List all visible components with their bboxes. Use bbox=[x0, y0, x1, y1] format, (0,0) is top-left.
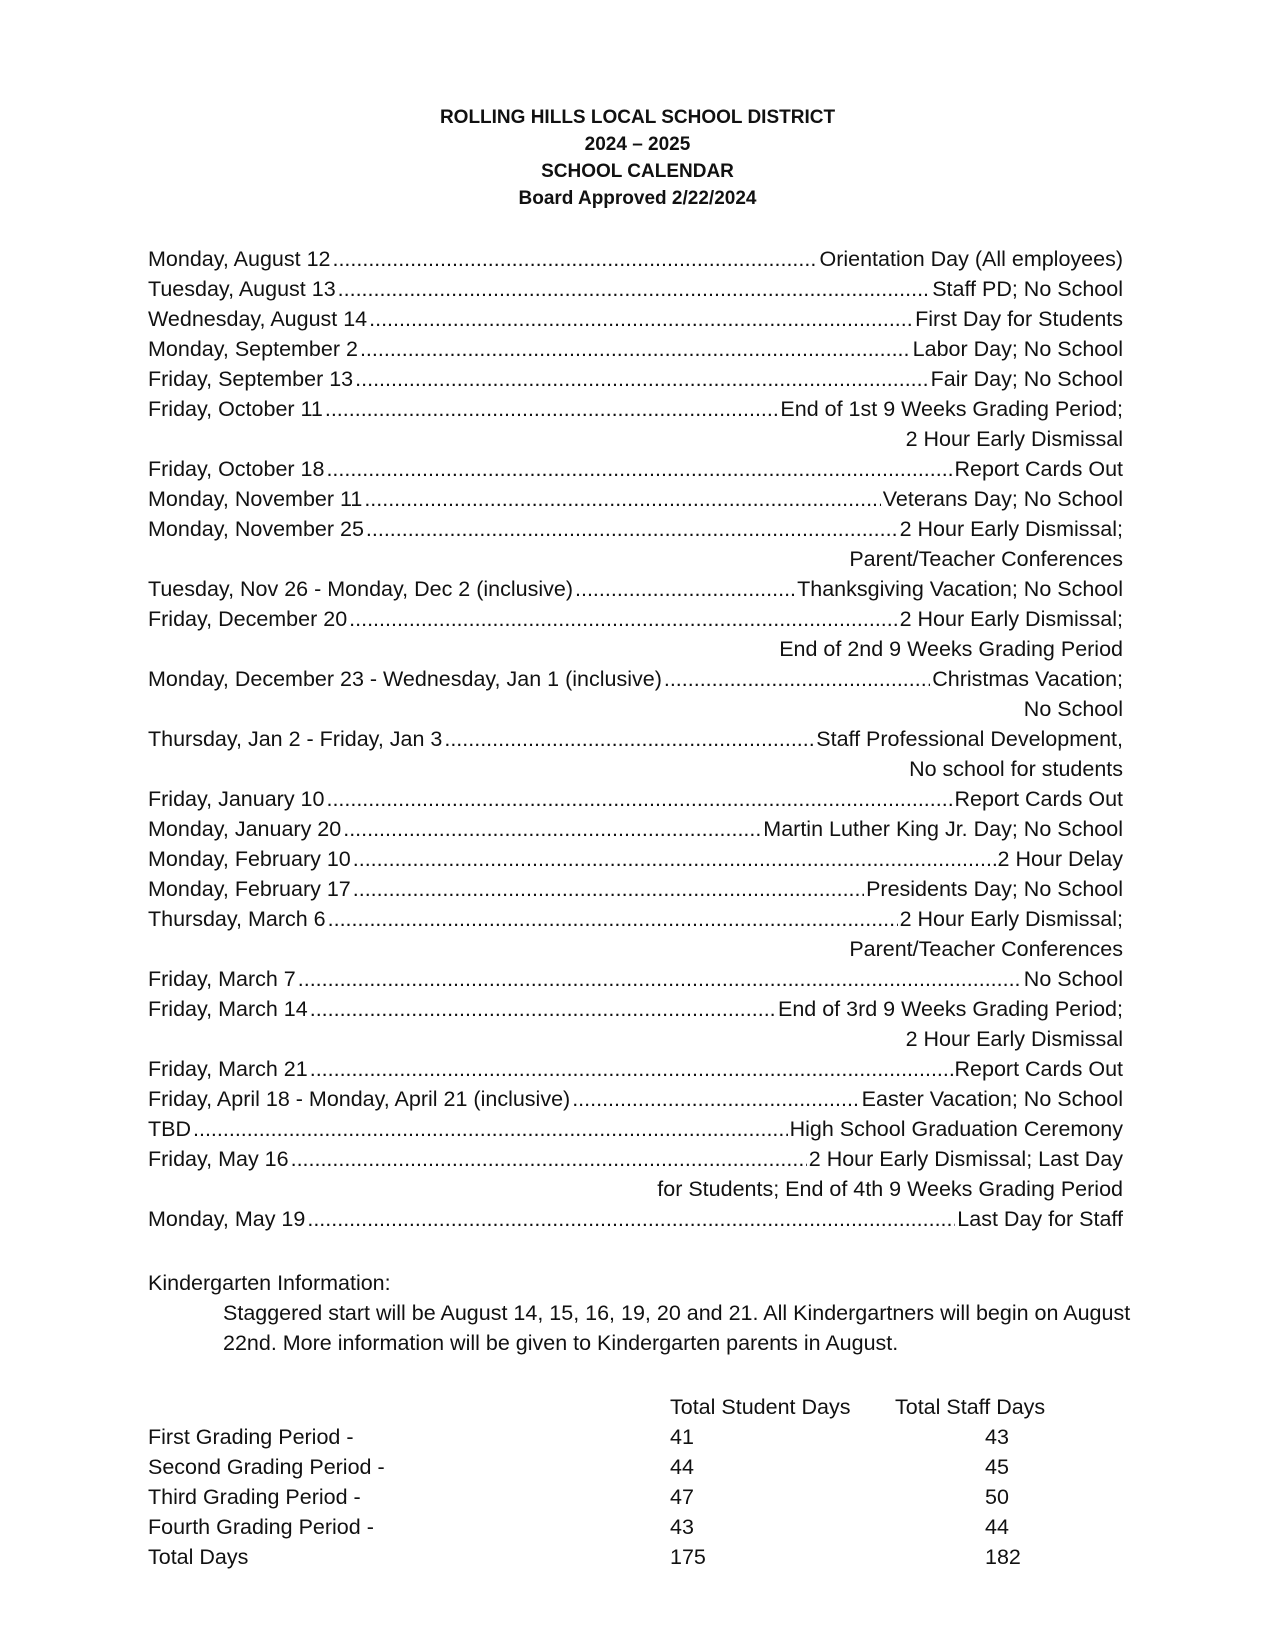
student-days-value: 175 bbox=[670, 1545, 706, 1569]
kindergarten-body: Staggered start will be August 14, 15, 16, 19, 20 and 21. All Kindergartners will begin on August 22nd. More information will be given to Kindergarten parents in August. bbox=[223, 1301, 1131, 1355]
event-line bbox=[148, 1084, 1123, 1114]
dot-leader bbox=[326, 454, 952, 484]
grading-period-label: Second Grading Period - bbox=[148, 1455, 385, 1479]
event-description: Presidents Day; No School bbox=[866, 877, 1123, 901]
event-item bbox=[148, 454, 1123, 484]
event-item bbox=[148, 334, 1123, 364]
event-description: 2 Hour Early Dismissal; bbox=[899, 907, 1123, 931]
event-item bbox=[148, 1204, 1123, 1234]
event-description: End of 3rd 9 Weeks Grading Period; bbox=[778, 997, 1123, 1021]
staff-days-value: 50 bbox=[985, 1485, 1009, 1509]
event-line bbox=[148, 334, 1123, 364]
event-item bbox=[148, 574, 1123, 604]
event-date: Friday, March 21 bbox=[148, 1057, 308, 1081]
event-line bbox=[148, 604, 1123, 634]
document-header bbox=[0, 104, 1275, 212]
event-item bbox=[148, 484, 1123, 514]
student-days-value: 43 bbox=[670, 1515, 694, 1539]
kindergarten-section bbox=[148, 1268, 1133, 1358]
staff-days-value: 44 bbox=[985, 1515, 1009, 1539]
event-item bbox=[148, 1054, 1123, 1084]
event-description: No School bbox=[1023, 967, 1123, 991]
event-date: Tuesday, Nov 26 - Monday, Dec 2 (inclusive) bbox=[148, 577, 573, 601]
event-line bbox=[148, 664, 1123, 694]
event-line bbox=[148, 244, 1123, 274]
event-description-continued: Parent/Teacher Conferences bbox=[849, 547, 1123, 571]
event-line bbox=[148, 454, 1123, 484]
event-description: Easter Vacation; No School bbox=[861, 1087, 1123, 1111]
event-description: Report Cards Out bbox=[954, 457, 1123, 481]
grading-period-label: Fourth Grading Period - bbox=[148, 1515, 374, 1539]
dot-leader bbox=[326, 784, 952, 814]
event-description: Orientation Day (All employees) bbox=[819, 247, 1123, 271]
grading-period-label: Third Grading Period - bbox=[148, 1485, 361, 1509]
totals-header-label bbox=[148, 1392, 670, 1422]
event-description: 2 Hour Early Dismissal; Last Day bbox=[808, 1147, 1123, 1171]
totals-row bbox=[148, 1542, 1108, 1572]
staff-days-value: 45 bbox=[985, 1455, 1009, 1479]
calendar-title: SCHOOL CALENDAR bbox=[541, 161, 734, 182]
totals-header-student: Total Student Days bbox=[670, 1395, 851, 1419]
event-item bbox=[148, 814, 1123, 844]
dot-leader bbox=[298, 964, 1022, 994]
event-description: Veterans Day; No School bbox=[882, 487, 1123, 511]
dot-leader bbox=[353, 844, 996, 874]
event-line bbox=[148, 364, 1123, 394]
event-list bbox=[148, 244, 1123, 1234]
totals-header-row bbox=[148, 1392, 1108, 1422]
event-line bbox=[148, 994, 1123, 1024]
event-date: Friday, October 11 bbox=[148, 397, 323, 421]
event-description: Fair Day; No School bbox=[930, 367, 1123, 391]
event-line bbox=[148, 574, 1123, 604]
dot-leader bbox=[349, 604, 897, 634]
event-item bbox=[148, 364, 1123, 394]
event-item bbox=[148, 1144, 1123, 1204]
event-date: Friday, March 7 bbox=[148, 967, 296, 991]
event-line bbox=[148, 724, 1123, 754]
event-description: 2 Hour Early Dismissal; bbox=[899, 607, 1123, 631]
event-date: TBD bbox=[148, 1117, 191, 1141]
dot-leader bbox=[364, 484, 880, 514]
totals-row bbox=[148, 1482, 1108, 1512]
event-item bbox=[148, 604, 1123, 664]
event-line bbox=[148, 394, 1123, 424]
staff-days-value: 182 bbox=[985, 1545, 1021, 1569]
event-item bbox=[148, 394, 1123, 454]
student-days-value: 47 bbox=[670, 1485, 694, 1509]
event-date: Thursday, Jan 2 - Friday, Jan 3 bbox=[148, 727, 443, 751]
event-line bbox=[148, 844, 1123, 874]
dot-leader bbox=[310, 994, 776, 1024]
event-date: Friday, January 10 bbox=[148, 787, 325, 811]
event-description: 2 Hour Delay bbox=[997, 847, 1123, 871]
event-line bbox=[148, 1114, 1123, 1144]
grading-period-label: Total Days bbox=[148, 1545, 249, 1569]
event-item bbox=[148, 1084, 1123, 1114]
event-date: Monday, February 17 bbox=[148, 877, 351, 901]
event-description: Report Cards Out bbox=[954, 1057, 1123, 1081]
dot-leader bbox=[332, 244, 817, 274]
event-line bbox=[148, 484, 1123, 514]
dot-leader bbox=[444, 724, 814, 754]
event-date: Friday, September 13 bbox=[148, 367, 354, 391]
student-days-value: 41 bbox=[670, 1425, 694, 1449]
totals-table bbox=[148, 1392, 1108, 1572]
approval-date: Board Approved 2/22/2024 bbox=[518, 188, 757, 209]
dot-leader bbox=[353, 874, 864, 904]
event-description: Christmas Vacation; bbox=[932, 667, 1123, 691]
event-item bbox=[148, 304, 1123, 334]
event-item bbox=[148, 724, 1123, 784]
event-description: Report Cards Out bbox=[954, 787, 1123, 811]
dot-leader bbox=[369, 304, 913, 334]
event-item bbox=[148, 244, 1123, 274]
school-year: 2024 – 2025 bbox=[584, 134, 691, 155]
event-item bbox=[148, 874, 1123, 904]
district-name: ROLLING HILLS LOCAL SCHOOL DISTRICT bbox=[439, 107, 836, 128]
event-description-continued: for Students; End of 4th 9 Weeks Grading Period bbox=[657, 1177, 1123, 1201]
event-item bbox=[148, 904, 1123, 964]
grading-period-label: First Grading Period - bbox=[148, 1425, 354, 1449]
event-description: Labor Day; No School bbox=[912, 337, 1123, 361]
event-line bbox=[148, 874, 1123, 904]
kindergarten-title: Kindergarten Information: bbox=[148, 1271, 391, 1295]
event-date: Friday, December 20 bbox=[148, 607, 348, 631]
dot-leader bbox=[328, 904, 898, 934]
event-line bbox=[148, 1204, 1123, 1234]
event-description-continued: 2 Hour Early Dismissal bbox=[905, 1027, 1123, 1051]
totals-row bbox=[148, 1422, 1108, 1452]
event-date: Monday, August 12 bbox=[148, 247, 331, 271]
event-item bbox=[148, 664, 1123, 724]
event-date: Monday, May 19 bbox=[148, 1207, 306, 1231]
dot-leader bbox=[355, 364, 928, 394]
event-description-continued: No school for students bbox=[909, 757, 1123, 781]
event-item bbox=[148, 514, 1123, 574]
event-date: Thursday, March 6 bbox=[148, 907, 326, 931]
dot-leader bbox=[575, 574, 795, 604]
event-line bbox=[148, 964, 1123, 994]
staff-days-value: 43 bbox=[985, 1425, 1009, 1449]
totals-header-staff: Total Staff Days bbox=[895, 1395, 1046, 1419]
event-date: Friday, April 18 - Monday, April 21 (inclusive) bbox=[148, 1087, 571, 1111]
event-date: Monday, September 2 bbox=[148, 337, 358, 361]
event-description: Staff Professional Development, bbox=[816, 727, 1123, 751]
event-line bbox=[148, 1144, 1123, 1174]
event-description-continued: 2 Hour Early Dismissal bbox=[905, 427, 1123, 451]
event-description: High School Graduation Ceremony bbox=[789, 1117, 1123, 1141]
event-item bbox=[148, 994, 1123, 1054]
dot-leader bbox=[338, 274, 931, 304]
event-date: Friday, March 14 bbox=[148, 997, 308, 1021]
event-line bbox=[148, 514, 1123, 544]
dot-leader bbox=[366, 514, 898, 544]
event-line bbox=[148, 1054, 1123, 1084]
event-line bbox=[148, 784, 1123, 814]
event-item bbox=[148, 274, 1123, 304]
event-line bbox=[148, 274, 1123, 304]
event-date: Monday, November 11 bbox=[148, 487, 363, 511]
event-description: 2 Hour Early Dismissal; bbox=[899, 517, 1123, 541]
event-description-continued: End of 2nd 9 Weeks Grading Period bbox=[779, 637, 1123, 661]
event-date: Monday, December 23 - Wednesday, Jan 1 (inclusive) bbox=[148, 667, 662, 691]
totals-row bbox=[148, 1452, 1108, 1482]
event-item bbox=[148, 964, 1123, 994]
event-date: Wednesday, August 14 bbox=[148, 307, 368, 331]
event-item bbox=[148, 784, 1123, 814]
dot-leader bbox=[343, 814, 761, 844]
event-line bbox=[148, 304, 1123, 334]
event-line bbox=[148, 904, 1123, 934]
dot-leader bbox=[193, 1114, 788, 1144]
dot-leader bbox=[310, 1054, 953, 1084]
event-date: Friday, May 16 bbox=[148, 1147, 289, 1171]
totals-row bbox=[148, 1512, 1108, 1542]
event-description: End of 1st 9 Weeks Grading Period; bbox=[780, 397, 1123, 421]
event-date: Monday, November 25 bbox=[148, 517, 364, 541]
event-item bbox=[148, 1114, 1123, 1144]
student-days-value: 44 bbox=[670, 1455, 694, 1479]
event-description-continued: Parent/Teacher Conferences bbox=[849, 937, 1123, 961]
event-description: Last Day for Staff bbox=[957, 1207, 1123, 1231]
event-description-continued: No School bbox=[1023, 697, 1123, 721]
event-date: Monday, February 10 bbox=[148, 847, 351, 871]
event-date: Friday, October 18 bbox=[148, 457, 325, 481]
dot-leader bbox=[664, 664, 930, 694]
dot-leader bbox=[307, 1204, 955, 1234]
event-date: Monday, January 20 bbox=[148, 817, 342, 841]
event-description: Martin Luther King Jr. Day; No School bbox=[763, 817, 1123, 841]
event-line bbox=[148, 814, 1123, 844]
dot-leader bbox=[325, 394, 779, 424]
dot-leader bbox=[572, 1084, 859, 1114]
event-description: First Day for Students bbox=[915, 307, 1123, 331]
event-description: Thanksgiving Vacation; No School bbox=[797, 577, 1123, 601]
event-date: Tuesday, August 13 bbox=[148, 277, 336, 301]
dot-leader bbox=[360, 334, 911, 364]
event-item bbox=[148, 844, 1123, 874]
dot-leader bbox=[291, 1144, 807, 1174]
event-description: Staff PD; No School bbox=[932, 277, 1123, 301]
